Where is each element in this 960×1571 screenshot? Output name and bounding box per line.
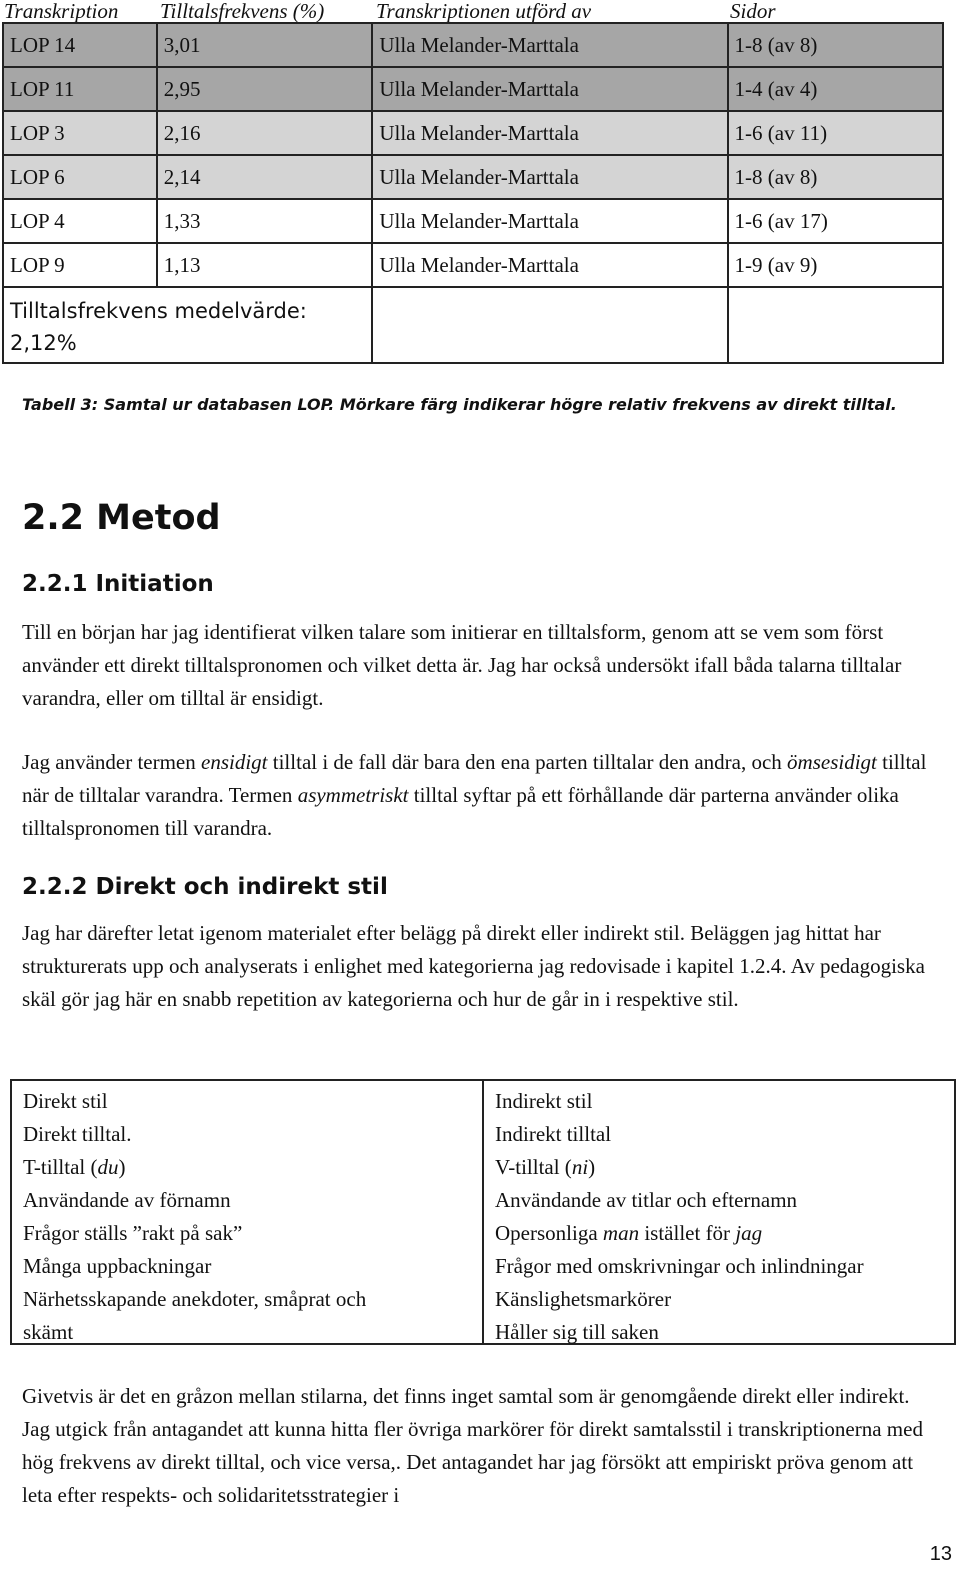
- paragraph: Till en början har jag identifierat vilken talare som initierar en tilltalsform, genom att se vem som först använder ett direkt tilltalspronomen och vilket detta är. Jag har också undersökt ifall båda talarna tilltalar varandra, eller om tilltal är ensidigt.: [22, 620, 902, 710]
- column-header-frequency: Tilltalsfrekvens (%): [160, 0, 325, 23]
- list-item: Frågor med omskrivningar och inlindningar: [495, 1254, 864, 1278]
- cell-pages: 1-6 (av 11): [728, 111, 943, 155]
- emphasis: jag: [735, 1221, 763, 1245]
- column-header-transcription: Transkription: [4, 0, 119, 23]
- direct-style-column: [12, 1081, 484, 1343]
- table-row: [3, 243, 943, 287]
- cell-frequency: 1,33: [157, 199, 373, 243]
- paragraph: Givetvis är det en gråzon mellan stilarna, det finns inget samtal som är genomgående direkt eller indirekt. Jag utgick från antagandet att kunna hitta fler övriga markörer för direkt samtalsstil i transkriptionerna med hög frekvens av direkt tilltal, och vice versa,. Det antagandet har jag försökt att empiriskt pröva genom att leta efter respekts- och solidaritetsstrategier i: [22, 1384, 923, 1507]
- table-row: [3, 67, 943, 111]
- cell-transcription: LOP 4: [3, 199, 157, 243]
- list-item: Användande av förnamn: [23, 1188, 231, 1212]
- subsection-title-initiation: 2.2.1 Initiation: [22, 571, 214, 597]
- text-run: istället för: [639, 1221, 736, 1245]
- emphasis: ensidigt: [201, 750, 268, 774]
- style-comparison-table: [10, 1079, 956, 1345]
- text-run: tilltal i de fall där bara den ena parten tilltalar den andra, och: [267, 750, 788, 774]
- column-header-transcribed-by: Transkriptionen utförd av: [376, 0, 592, 23]
- paragraph: [22, 746, 942, 845]
- text-run: V-tilltal (: [495, 1155, 572, 1179]
- cell-transcribed-by: Ulla Melander-Marttala: [372, 67, 727, 111]
- cell-pages: 1-9 (av 9): [728, 243, 943, 287]
- lop-table: [2, 22, 944, 364]
- list-item: Känslighetsmarkörer: [495, 1287, 672, 1311]
- average-label: Tilltalsfrekvens medelvärde:: [10, 299, 307, 323]
- text-run: tilltal när de tilltalar varandra. Termen: [22, 750, 927, 807]
- cell-frequency: 2,16: [157, 111, 373, 155]
- list-item: Håller sig till saken: [495, 1320, 659, 1344]
- cell-transcribed-by: Ulla Melander-Marttala: [372, 23, 727, 67]
- cell-transcribed-by: Ulla Melander-Marttala: [372, 243, 727, 287]
- cell-transcribed-by: Ulla Melander-Marttala: [372, 199, 727, 243]
- empty-cell: [372, 287, 727, 363]
- table-row: [3, 23, 943, 67]
- text-run: ): [118, 1155, 126, 1179]
- section-title: 2.2 Metod: [22, 498, 221, 538]
- cell-pages: 1-8 (av 8): [728, 23, 943, 67]
- list-item: [23, 1151, 482, 1184]
- cell-transcription: LOP 11: [3, 67, 157, 111]
- cell-frequency: 1,13: [157, 243, 373, 287]
- empty-cell: [728, 287, 943, 363]
- table-row-average: [3, 287, 943, 363]
- cell-transcription: LOP 14: [3, 23, 157, 67]
- page-number: 13: [929, 1543, 952, 1565]
- table-row: [3, 199, 943, 243]
- list-item: Närhetsskapande anekdoter, småprat och: [23, 1287, 367, 1311]
- emphasis: man: [602, 1221, 640, 1245]
- table-caption: Tabell 3: Samtal ur databasen LOP. Mörkare färg indikerar högre relativ frekvens av direkt tilltal.: [22, 395, 897, 414]
- column-header-pages: Sidor: [730, 0, 776, 23]
- table-row: [3, 155, 943, 199]
- average-value: 2,12%: [10, 331, 77, 355]
- text-run: Jag använder termen: [22, 750, 202, 774]
- list-item: Frågor ställs ”rakt på sak”: [23, 1221, 243, 1245]
- emphasis: asymmetriskt: [297, 783, 409, 807]
- list-item: Många uppbackningar: [23, 1254, 212, 1278]
- cell-pages: 1-6 (av 17): [728, 199, 943, 243]
- cell-frequency: 2,14: [157, 155, 373, 199]
- average-cell: [3, 287, 372, 363]
- indirect-style-column: [484, 1081, 954, 1343]
- subsection-title-style: 2.2.2 Direkt och indirekt stil: [22, 874, 388, 900]
- cell-transcription: LOP 6: [3, 155, 157, 199]
- paragraph: Jag har därefter letat igenom materialet efter belägg på direkt eller indirekt stil. Beläggen jag hittat har strukturerats upp och analyserats i enlighet med kategorierna jag redovisade i kapitel 1.2.4. Av pedagogiska skäl gör jag här en snabb repetition av kategorierna och hur de går in i respektive stil.: [22, 921, 925, 1011]
- emphasis: ni: [571, 1155, 589, 1179]
- emphasis: du: [97, 1155, 119, 1179]
- cell-transcribed-by: Ulla Melander-Marttala: [372, 155, 727, 199]
- text-run: T-tilltal (: [23, 1155, 98, 1179]
- cell-frequency: 2,95: [157, 67, 373, 111]
- list-item: skämt: [23, 1320, 74, 1344]
- list-item: Användande av titlar och efternamn: [495, 1188, 798, 1212]
- emphasis: ömsesidigt: [787, 750, 877, 774]
- cell-pages: 1-4 (av 4): [728, 67, 943, 111]
- cell-pages: 1-8 (av 8): [728, 155, 943, 199]
- cell-frequency: 3,01: [157, 23, 373, 67]
- text-run: Opersonliga: [495, 1221, 603, 1245]
- list-item: Direkt tilltal.: [23, 1122, 132, 1146]
- text-run: tilltal syftar på ett förhållande där parterna använder olika tilltalspronomen till varandra.: [22, 783, 899, 840]
- list-item: [495, 1151, 954, 1184]
- cell-transcription: LOP 3: [3, 111, 157, 155]
- indirect-style-header: Indirekt stil: [495, 1089, 593, 1113]
- direct-style-header: Direkt stil: [23, 1089, 108, 1113]
- list-item: [495, 1217, 954, 1250]
- cell-transcription: LOP 9: [3, 243, 157, 287]
- table-row: [3, 111, 943, 155]
- list-item: Indirekt tilltal: [495, 1122, 612, 1146]
- cell-transcribed-by: Ulla Melander-Marttala: [372, 111, 727, 155]
- text-run: ): [588, 1155, 596, 1179]
